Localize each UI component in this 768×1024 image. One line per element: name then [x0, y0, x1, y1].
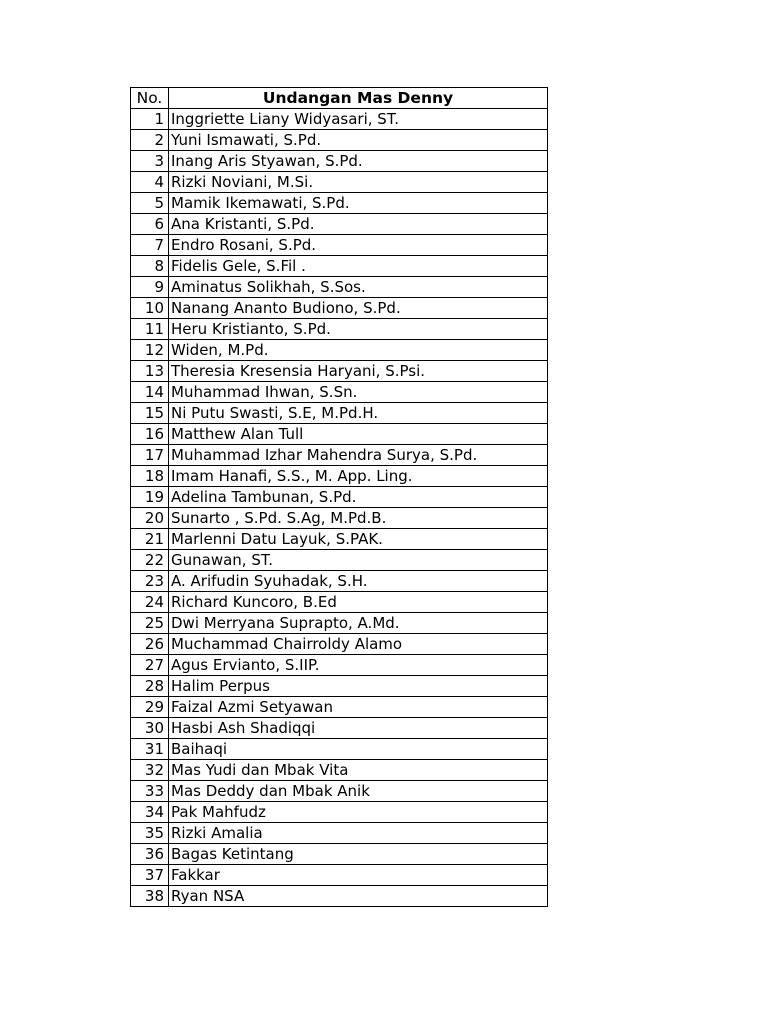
guest-name: Pak Mahfudz	[169, 802, 548, 823]
table-row	[131, 886, 548, 907]
guest-name: Muhammad Izhar Mahendra Surya, S.Pd.	[169, 445, 548, 466]
guest-name: Ryan NSA	[169, 886, 548, 907]
guest-name: Fidelis Gele, S.Fil .	[169, 256, 548, 277]
row-number: 20	[131, 508, 169, 529]
guest-name: Gunawan, ST.	[169, 550, 548, 571]
table-row	[131, 550, 548, 571]
table-row	[131, 529, 548, 550]
guest-name: Muchammad Chairroldy Alamo	[169, 634, 548, 655]
table-row	[131, 235, 548, 256]
table-row	[131, 445, 548, 466]
table-row	[131, 256, 548, 277]
row-number: 28	[131, 676, 169, 697]
table-row	[131, 655, 548, 676]
table-row	[131, 718, 548, 739]
guest-name: Rizki Amalia	[169, 823, 548, 844]
row-number: 36	[131, 844, 169, 865]
row-number: 25	[131, 613, 169, 634]
table-row	[131, 298, 548, 319]
table-row	[131, 823, 548, 844]
guest-name: Faizal Azmi Setyawan	[169, 697, 548, 718]
guest-name: Bagas Ketintang	[169, 844, 548, 865]
guest-name: Mas Deddy dan Mbak Anik	[169, 781, 548, 802]
row-number: 7	[131, 235, 169, 256]
guest-name: Inang Aris Styawan, S.Pd.	[169, 151, 548, 172]
row-number: 29	[131, 697, 169, 718]
row-number: 12	[131, 340, 169, 361]
table-row	[131, 214, 548, 235]
row-number: 26	[131, 634, 169, 655]
table-row	[131, 382, 548, 403]
table-row	[131, 571, 548, 592]
row-number: 24	[131, 592, 169, 613]
row-number: 4	[131, 172, 169, 193]
table-row	[131, 802, 548, 823]
table-row	[131, 865, 548, 886]
guest-name: Imam Hanafi, S.S., M. App. Ling.	[169, 466, 548, 487]
row-number: 18	[131, 466, 169, 487]
table-row	[131, 613, 548, 634]
guest-name: Muhammad Ihwan, S.Sn.	[169, 382, 548, 403]
table-body	[131, 109, 548, 907]
guest-name: Yuni Ismawati, S.Pd.	[169, 130, 548, 151]
guest-name: Ana Kristanti, S.Pd.	[169, 214, 548, 235]
row-number: 3	[131, 151, 169, 172]
row-number: 17	[131, 445, 169, 466]
guest-name: Baihaqi	[169, 739, 548, 760]
guest-name: Mas Yudi dan Mbak Vita	[169, 760, 548, 781]
table-row	[131, 634, 548, 655]
table-row	[131, 508, 548, 529]
table-row	[131, 697, 548, 718]
table-row	[131, 319, 548, 340]
guest-name: Inggriette Liany Widyasari, ST.	[169, 109, 548, 130]
row-number: 9	[131, 277, 169, 298]
column-header-title: Undangan Mas Denny	[169, 88, 548, 109]
table-row	[131, 760, 548, 781]
column-header-number: No.	[131, 88, 169, 109]
row-number: 2	[131, 130, 169, 151]
guest-name: Marlenni Datu Layuk, S.PAK.	[169, 529, 548, 550]
guest-name: Heru Kristianto, S.Pd.	[169, 319, 548, 340]
guest-name: Fakkar	[169, 865, 548, 886]
row-number: 33	[131, 781, 169, 802]
table-row	[131, 424, 548, 445]
row-number: 34	[131, 802, 169, 823]
row-number: 16	[131, 424, 169, 445]
table-row	[131, 130, 548, 151]
row-number: 23	[131, 571, 169, 592]
row-number: 14	[131, 382, 169, 403]
row-number: 32	[131, 760, 169, 781]
table-row	[131, 487, 548, 508]
row-number: 6	[131, 214, 169, 235]
table-row	[131, 277, 548, 298]
guest-name: Endro Rosani, S.Pd.	[169, 235, 548, 256]
guest-name: Adelina Tambunan, S.Pd.	[169, 487, 548, 508]
row-number: 5	[131, 193, 169, 214]
table-row	[131, 193, 548, 214]
guest-name: Widen, M.Pd.	[169, 340, 548, 361]
row-number: 8	[131, 256, 169, 277]
table-row	[131, 403, 548, 424]
table-row	[131, 676, 548, 697]
table-row	[131, 466, 548, 487]
row-number: 31	[131, 739, 169, 760]
guest-name: Agus Ervianto, S.IIP.	[169, 655, 548, 676]
guest-name: Halim Perpus	[169, 676, 548, 697]
guest-name: Hasbi Ash Shadiqqi	[169, 718, 548, 739]
row-number: 13	[131, 361, 169, 382]
row-number: 38	[131, 886, 169, 907]
invitation-list-table	[130, 87, 548, 907]
row-number: 30	[131, 718, 169, 739]
row-number: 10	[131, 298, 169, 319]
guest-name: Mamik Ikemawati, S.Pd.	[169, 193, 548, 214]
table-row	[131, 781, 548, 802]
guest-name: Rizki Noviani, M.Si.	[169, 172, 548, 193]
guest-name: Dwi Merryana Suprapto, A.Md.	[169, 613, 548, 634]
table-row	[131, 592, 548, 613]
guest-name: Richard Kuncoro, B.Ed	[169, 592, 548, 613]
guest-name: Ni Putu Swasti, S.E, M.Pd.H.	[169, 403, 548, 424]
guest-name: Theresia Kresensia Haryani, S.Psi.	[169, 361, 548, 382]
table-row	[131, 340, 548, 361]
row-number: 19	[131, 487, 169, 508]
guest-name: Aminatus Solikhah, S.Sos.	[169, 277, 548, 298]
row-number: 1	[131, 109, 169, 130]
table-row	[131, 844, 548, 865]
row-number: 35	[131, 823, 169, 844]
header-row	[131, 88, 548, 109]
row-number: 37	[131, 865, 169, 886]
table-header	[131, 88, 548, 109]
table-row	[131, 109, 548, 130]
guest-name: Nanang Ananto Budiono, S.Pd.	[169, 298, 548, 319]
row-number: 27	[131, 655, 169, 676]
guest-name: Matthew Alan Tull	[169, 424, 548, 445]
guest-name: A. Arifudin Syuhadak, S.H.	[169, 571, 548, 592]
row-number: 21	[131, 529, 169, 550]
row-number: 22	[131, 550, 169, 571]
table-row	[131, 739, 548, 760]
guest-name: Sunarto , S.Pd. S.Ag, M.Pd.B.	[169, 508, 548, 529]
row-number: 11	[131, 319, 169, 340]
table-row	[131, 361, 548, 382]
row-number: 15	[131, 403, 169, 424]
table-row	[131, 151, 548, 172]
table-row	[131, 172, 548, 193]
